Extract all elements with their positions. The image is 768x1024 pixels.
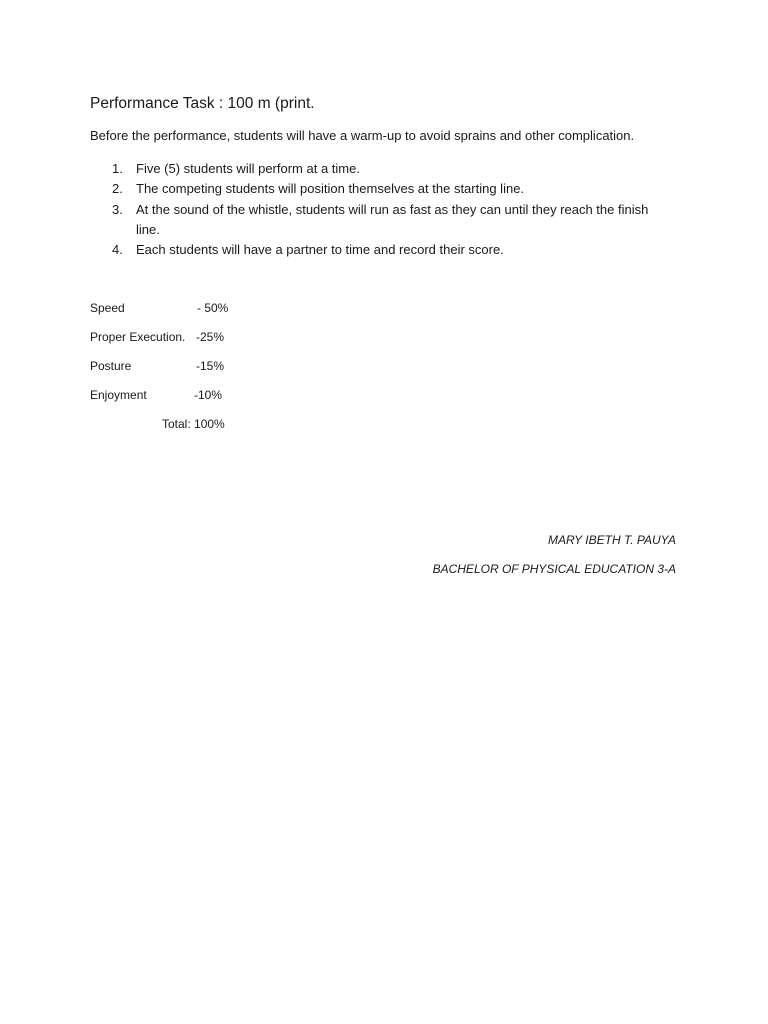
criteria-label: Speed <box>90 301 125 315</box>
author-name: MARY IBETH T. PAUYA <box>547 533 676 547</box>
list-item <box>90 240 656 260</box>
list-item-text: At the sound of the whistle, students will run as fast as they can until they reach the finish line. <box>136 201 649 237</box>
criteria-label: Proper Execution. <box>90 330 186 344</box>
criteria-value: -25% <box>196 330 225 344</box>
list-item-number: 4. <box>112 242 123 258</box>
list-item-number: 2. <box>112 181 123 197</box>
list-item <box>90 200 656 241</box>
criteria-label: Enjoyment <box>90 388 147 402</box>
criteria-value: -15% <box>196 359 225 373</box>
criteria-value: - 50% <box>197 301 229 315</box>
list-item <box>90 179 656 199</box>
intro-paragraph: Before the performance, students will have a warm-up to avoid sprains and other complication. <box>90 128 635 143</box>
list-item-text: Five (5) students will perform at a time. <box>136 161 360 176</box>
criteria-label: Posture <box>90 359 132 373</box>
author-program: BACHELOR OF PHYSICAL EDUCATION 3-A <box>432 562 676 576</box>
list-item-text: Each students will have a partner to time and record their score. <box>136 242 504 258</box>
list-item-text: The competing students will position themselves at the starting line. <box>136 181 525 197</box>
steps-list <box>90 159 690 260</box>
criteria-value: -10% <box>194 388 223 402</box>
total-score: Total: 100% <box>162 417 225 431</box>
list-item <box>90 159 656 179</box>
document-title: Performance Task : 100 m (print. <box>90 95 315 112</box>
list-item-number: 3. <box>112 201 123 217</box>
list-item-number: 1. <box>112 161 123 176</box>
